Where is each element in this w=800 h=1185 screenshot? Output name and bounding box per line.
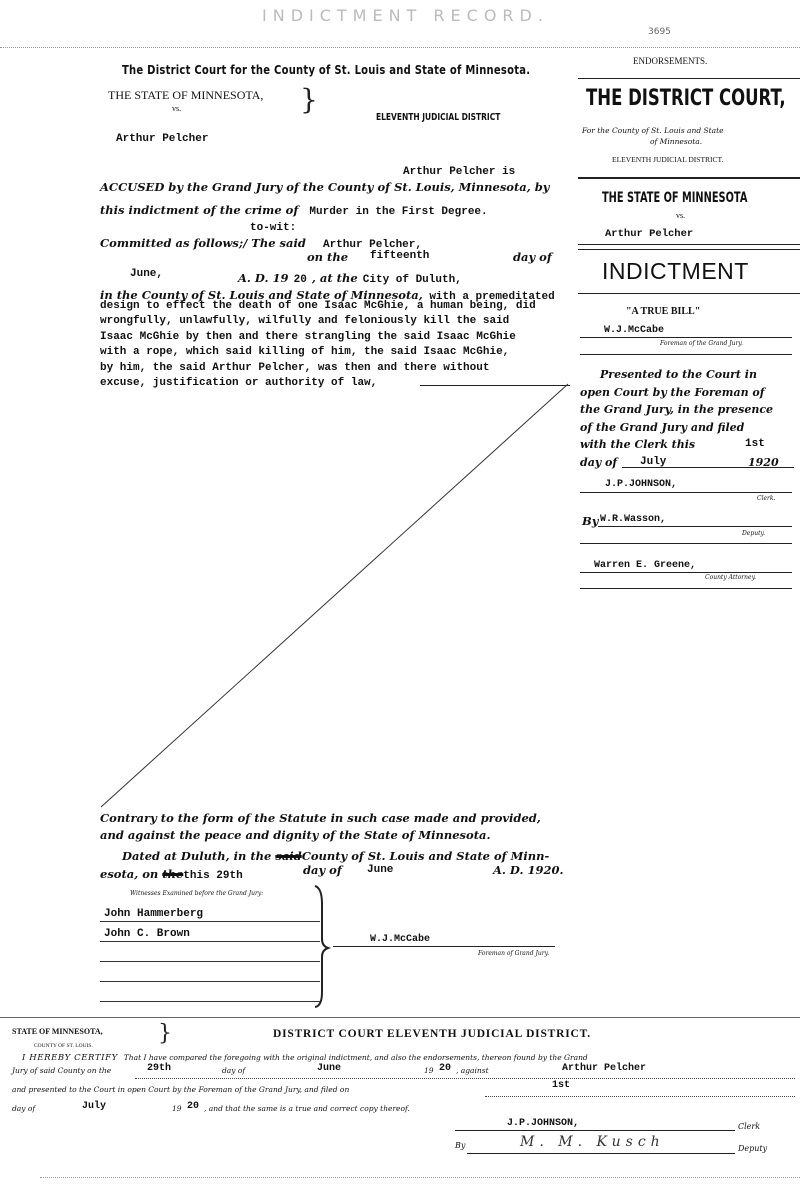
foreman-label: Foreman of Grand Jury. (478, 950, 550, 957)
endorsement-divider (578, 249, 800, 250)
deputy-line (598, 526, 792, 527)
foreman-signature-line (333, 946, 555, 947)
versus: vs. (172, 104, 182, 113)
endorsement-divider (580, 588, 792, 589)
charge-line: Isaac McGhie by then and there strangling the said Isaac McGhie (100, 330, 516, 343)
endorsement-doc-type: INDICTMENT (602, 258, 749, 284)
presented-block: Presented to the Court in open Court by the Foreman of the Grand Jury, in the presence of the Grand Jury and filed with the Clerk this 1st day of July 1920 (580, 366, 795, 471)
witness-row: John C. Brown (100, 922, 320, 942)
certificate-clerk-name: J.P.JOHNSON, (507, 1118, 580, 1129)
endorsement-foreman-name: W.J.McCabe (604, 325, 665, 336)
witness-row: John Hammerberg (100, 902, 320, 922)
certificate-deputy-label: Deputy (738, 1144, 768, 1153)
endorsement-divider (578, 293, 800, 294)
witness-row (100, 962, 320, 982)
dated-year: A. D. 1920. (493, 863, 564, 877)
accused-line: ACCUSED by the Grand Jury of the County of St. Louis, Minnesota, by (100, 180, 550, 194)
filed-date-underline (622, 467, 794, 468)
certify-line-2-rule (135, 1078, 795, 1079)
charge-line: with a rope, which said killing of him, the said Isaac McGhie, (100, 346, 510, 358)
to-wit: to-wit: (250, 222, 297, 234)
witness-row (100, 982, 320, 1002)
witnesses-heading: Witnesses Examined before the Grand Jury: (130, 890, 264, 897)
certify-line-2: Jury of said County on the 29th day of June 19 20 , against Arthur Pelcher (12, 1063, 647, 1075)
endorsement-deputy-label: Deputy. (742, 530, 765, 537)
endorsement-clerk-name: J.P.JOHNSON, (605, 479, 678, 490)
certify-line-3: and presented to the Court in open Court by the Foreman of the Grand Jury, and filed on 1st (12, 1080, 571, 1094)
day-of-label: day of (513, 250, 552, 264)
endorsement-court: THE DISTRICT COURT, (586, 86, 786, 111)
certify-day: 29th (147, 1063, 172, 1074)
endorsement-divider (580, 354, 792, 355)
witness-list (100, 902, 320, 1002)
charge-line: wrongfully, unlawfully, wilfully and feloniously kill the said (100, 315, 510, 327)
offense-year: 20 (293, 274, 307, 286)
endorsement-divider (578, 78, 800, 79)
accused-name: Arthur Pelcher is (403, 166, 516, 178)
filed-month: July (640, 455, 667, 468)
endorsements-title: ENDORSEMENTS. (633, 56, 708, 66)
endorsement-deputy-name: W.R.Wasson, (600, 514, 667, 525)
endorsement-divider (578, 244, 800, 245)
defendant-name: Arthur Pelcher (116, 133, 209, 145)
foreman-line (580, 337, 792, 338)
certify-filed-year: 20 (187, 1101, 200, 1112)
certificate-clerk-label: Clerk (738, 1122, 761, 1131)
endorsement-county-2: of Minnesota. (650, 137, 703, 146)
certificate-heading: DISTRICT COURT ELEVENTH JUDICIAL DISTRICT. (273, 1028, 591, 1040)
filed-day: 1st (745, 438, 765, 450)
endorsement-by-label: By (582, 514, 599, 528)
certify-filed-day: 1st (552, 1080, 571, 1091)
committed-name: Arthur Pelcher, (322, 239, 422, 251)
ad-label: A. D. 19 (238, 271, 289, 285)
filed-line: with the Clerk this 1st (580, 436, 795, 454)
certificate-deputy-line (467, 1153, 735, 1154)
endorsement-defendant: Arthur Pelcher (605, 228, 694, 240)
endorsement-foreman-label: Foreman of the Grand Jury. (660, 340, 743, 347)
clerk-line (580, 492, 792, 493)
filed-date-line: day of July 1920 (580, 454, 795, 472)
deputy-signature: M. M. Kusch (520, 1134, 665, 1150)
statute-line-1: Contrary to the form of the Statute in such case made and provided, (100, 811, 541, 825)
endorsement-clerk-label: Clerk. (757, 495, 776, 502)
attorney-label: County Attorney. (705, 574, 757, 581)
at-the-label: , at the (311, 271, 358, 285)
certify-filed-month: July (82, 1101, 107, 1112)
dated-day: this 29th (183, 870, 243, 882)
on-the-label: on the (307, 250, 349, 264)
page-number: 3695 (648, 27, 671, 37)
attorney-name: Warren E. Greene, (594, 560, 697, 571)
plaintiff: THE STATE OF MINNESOTA, (108, 88, 264, 102)
statute-line-2: and against the peace and dignity of the State of Minnesota. (100, 828, 491, 842)
endorsement-divider (580, 543, 792, 544)
struck-text: the (162, 867, 184, 881)
certificate-state: STATE OF MINNESOTA, (12, 1027, 103, 1036)
charge-line: in the County of St. Louis and State of Minnesota, with a premeditated (100, 288, 555, 303)
certify-line-3-rule (485, 1096, 795, 1097)
filed-year: 1920 (748, 455, 779, 469)
day-ordinal: fifteenth (370, 250, 430, 262)
crime: Murder in the First Degree. (309, 206, 488, 218)
certificate-by-label: By (455, 1141, 466, 1150)
certify-defendant: Arthur Pelcher (562, 1063, 647, 1074)
caption-brace: } (300, 83, 318, 116)
charge-line: by him, the said Arthur Pelcher, was then and there without (100, 361, 490, 374)
dated-month: June (367, 864, 394, 876)
witness-row (100, 942, 320, 962)
witness-brace (312, 884, 332, 1009)
district-label: ELEVENTH JUDICIAL DISTRICT (376, 112, 501, 123)
endorsement-county-1: For the County of St. Louis and State (582, 126, 724, 135)
dated-line-2: esota, on thethis 29th day of June A. D. 1920. (100, 863, 564, 882)
dated-line-1: Dated at Duluth, in the saidCounty of St. Louis and State of Minn- (122, 849, 550, 863)
certificate-clerk-line (455, 1130, 735, 1131)
certify-year: 20 (439, 1063, 452, 1074)
endorsement-district: ELEVENTH JUDICIAL DISTRICT. (612, 155, 724, 164)
attorney-line (580, 572, 792, 573)
endorsement-versus: vs. (676, 211, 686, 220)
endorsement-state: THE STATE OF MINNESOTA (602, 190, 748, 206)
certificate-county: COUNTY OF ST. LOUIS. (34, 1043, 93, 1049)
foreman-signature: W.J.McCabe (370, 934, 431, 945)
struck-text: said (275, 849, 302, 863)
offense-city: City of Duluth, (362, 274, 462, 286)
certificate-divider (0, 1017, 800, 1018)
indictment-prefix: this indictment of the crime of (100, 203, 299, 217)
charge-line: excuse, justification or authority of law, (100, 377, 378, 389)
endorsement-divider (578, 177, 800, 179)
offense-month: June, (130, 268, 164, 280)
certificate-brace: } (158, 1021, 172, 1046)
charge-line: design to effect the death of one Isaac McGhie, a human being, did (100, 299, 536, 312)
certify-line-1: I HEREBY CERTIFY That I have compared the foregoing with the original indictment, and also the endorsements, thereon found by the Grand (22, 1053, 588, 1063)
court-title: The District Court for the County of St. Louis and State of Minnesota. (122, 62, 531, 77)
record-title: INDICTMENT RECORD. (262, 6, 549, 25)
certify-month: June (317, 1063, 342, 1074)
bottom-divider (40, 1177, 800, 1178)
certify-line-4: day of July 19 20 , and that the same is a true and correct copy thereof. (12, 1101, 410, 1113)
true-bill: "A TRUE BILL" (626, 306, 701, 317)
committed-label: Committed as follows;/ The said (100, 236, 306, 250)
